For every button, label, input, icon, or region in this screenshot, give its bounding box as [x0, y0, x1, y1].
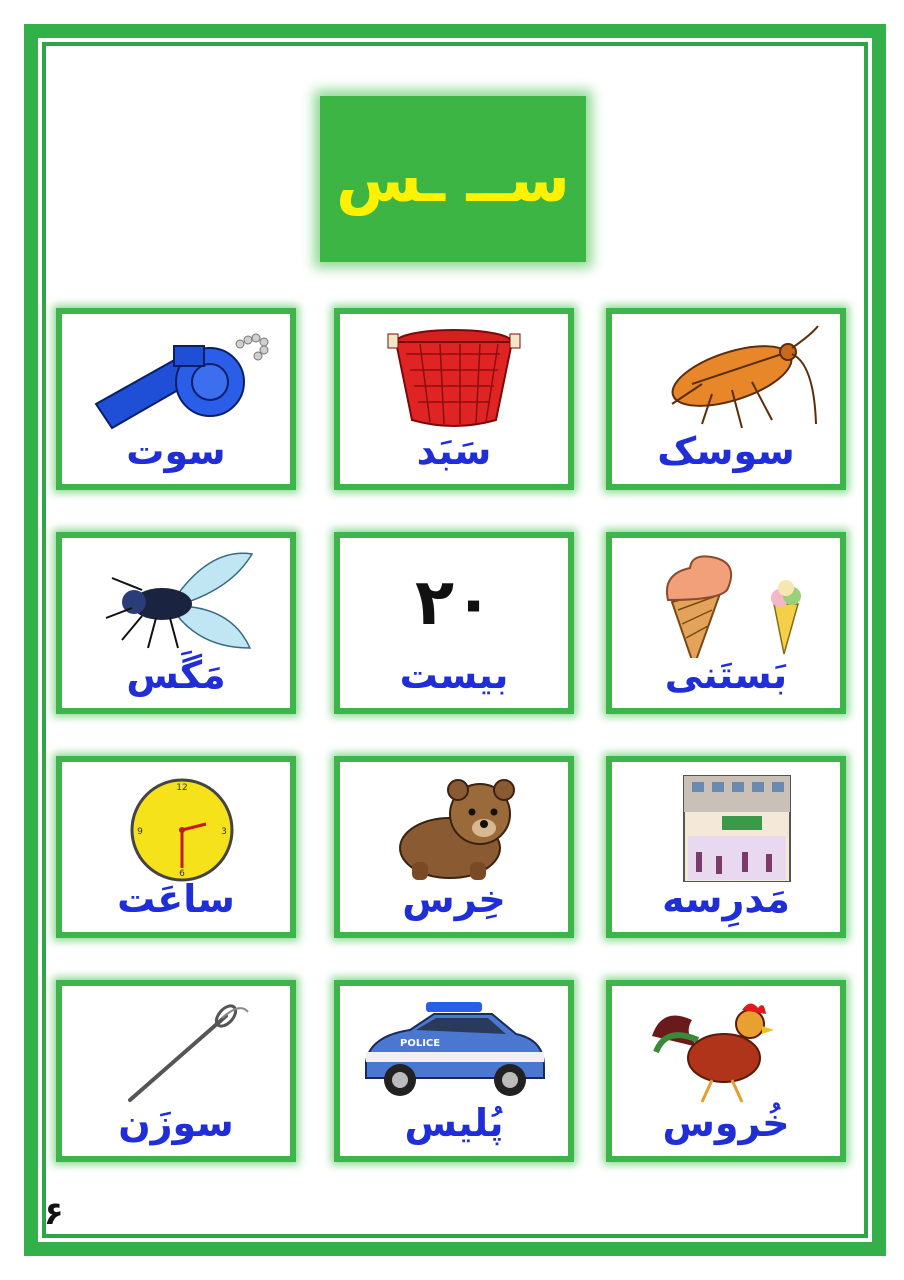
card-word: بیست — [399, 653, 509, 697]
police-car-icon — [360, 996, 548, 1106]
card-word: خِرس — [402, 877, 506, 921]
svg-text:POLICE: POLICE — [400, 1038, 441, 1049]
whistle-icon — [82, 324, 270, 434]
card-police — [334, 980, 574, 1162]
card-needle — [56, 980, 296, 1162]
card-word: سوسک — [657, 429, 795, 473]
letter-header — [320, 96, 586, 262]
card-word: سَبَد — [416, 429, 492, 473]
school-icon — [632, 772, 820, 882]
svg-text:6: 6 — [179, 869, 185, 879]
card-word: بَستَنی — [664, 653, 788, 697]
cockroach-icon — [632, 324, 820, 434]
card-clock — [56, 756, 296, 938]
bear-icon — [360, 772, 548, 882]
card-word: خُروس — [662, 1101, 790, 1145]
card-fly — [56, 532, 296, 714]
ice-cream-icon — [632, 548, 820, 658]
card-twenty — [334, 532, 574, 714]
needle-icon — [82, 996, 270, 1106]
svg-text:3: 3 — [221, 827, 227, 837]
svg-text:12: 12 — [176, 783, 188, 793]
card-word: سوت — [126, 429, 226, 473]
svg-text:9: 9 — [137, 827, 143, 837]
clock-icon — [82, 772, 270, 882]
card-ice-cream — [606, 532, 846, 714]
card-word: ساعَت — [117, 877, 235, 921]
card-word: پُلیس — [404, 1101, 504, 1145]
card-word: مَدرِسه — [662, 877, 790, 921]
card-whistle — [56, 308, 296, 490]
card-bear — [334, 756, 574, 938]
page-number: ۶ — [44, 1194, 64, 1232]
card-word: مَگَس — [126, 653, 226, 697]
header-letter: ســ ـس — [336, 142, 570, 216]
card-cockroach — [606, 308, 846, 490]
basket-icon — [360, 324, 548, 434]
card-rooster — [606, 980, 846, 1162]
fly-icon — [82, 548, 270, 658]
card-school — [606, 756, 846, 938]
card-word: سوزَن — [118, 1101, 234, 1145]
number-twenty: ۲۰ — [414, 566, 494, 640]
card-basket — [334, 308, 574, 490]
rooster-icon — [632, 996, 820, 1106]
